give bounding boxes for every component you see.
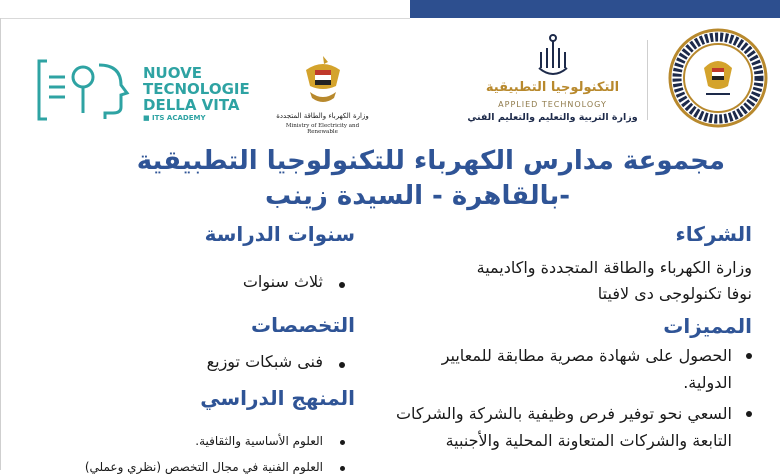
bullet-icon	[340, 440, 345, 445]
specialty-item	[207, 352, 345, 371]
study-years-text: ثلاث سنوات	[242, 272, 323, 291]
specialty-text: فنى شبكات توزيع	[206, 352, 323, 371]
nuove-tecnologie-name	[143, 65, 250, 113]
page-title-line-2: -بالقاهرة - السيدة زينب	[264, 181, 570, 211]
study-years-item	[243, 272, 345, 291]
logo-divider	[647, 40, 648, 120]
nuove-tecnologie-logo	[35, 55, 250, 125]
logo-line-1: NUOVE	[143, 64, 202, 82]
specialties-heading: التخصصات	[251, 313, 355, 337]
curriculum-text: العلوم الفنية في مجال التخصص (نظري وعملي)	[84, 460, 323, 474]
page-border	[0, 18, 1, 470]
ministry-education-ar: وزارة التربية والتعليم والتعليم الفني	[467, 112, 638, 123]
ministry-electricity-ar: وزارة الكهرباء والطاقة المتجددة	[276, 112, 369, 120]
applied-technology-logo	[465, 30, 640, 125]
page-title-line-1: مجموعة مدارس الكهرباء للتكنولوجيا التطبيقية	[136, 146, 725, 176]
curriculum-text: العلوم الأساسية والثقافية.	[195, 434, 323, 448]
ministry-of-education-seal-icon	[668, 28, 768, 128]
ministry-of-education-seal	[668, 28, 768, 128]
logo-line-3: DELLA VITA	[143, 96, 240, 114]
feature-item	[392, 342, 752, 396]
applied-technology-hand-icon	[533, 32, 573, 80]
applied-technology-ar: التكنولوجيا التطبيقية	[485, 80, 620, 95]
feature-item	[392, 400, 752, 454]
bullet-icon	[746, 353, 752, 359]
feature-text: السعي نحو توفير فرص وظيفية بالشركة والشركات التابعة والشركات المتعاونة المحلية والأجنبية	[395, 404, 732, 450]
curriculum-item	[85, 460, 345, 474]
feature-text: الحصول على شهادة مصرية مطابقة للمعايير الدولية.	[441, 346, 732, 392]
partners-text-line-2: نوفا تكنولوجى دى لافيتا	[597, 284, 752, 303]
bullet-icon	[339, 362, 345, 368]
ministry-electricity-logo	[270, 52, 375, 137]
bullet-icon	[339, 282, 345, 288]
curriculum-heading: المنهج الدراسي	[200, 386, 355, 410]
top-bar-accent	[410, 0, 780, 18]
ministry-electricity-en: Ministry of Electricity and Renewable	[285, 123, 360, 135]
curriculum-item	[195, 434, 345, 448]
study-years-heading: سنوات الدراسة	[204, 222, 355, 246]
top-bar-left	[0, 0, 410, 19]
partners-text-line-1: وزارة الكهرباء والطاقة المتجددة واكاديمية	[476, 258, 752, 277]
logo-line-2: TECNOLOGIE	[143, 80, 250, 98]
nuove-tecnologie-logo-icon	[35, 55, 135, 125]
applied-technology-en: APPLIED TECHNOLOGY	[498, 100, 607, 109]
partners-heading: الشركاء	[675, 222, 752, 246]
bullet-icon	[746, 411, 752, 417]
egypt-eagle-emblem-icon	[298, 52, 348, 110]
features-heading: المميزات	[663, 314, 752, 338]
its-academy-label: ■ ITS ACADEMY	[143, 114, 206, 122]
bullet-icon	[340, 466, 345, 471]
